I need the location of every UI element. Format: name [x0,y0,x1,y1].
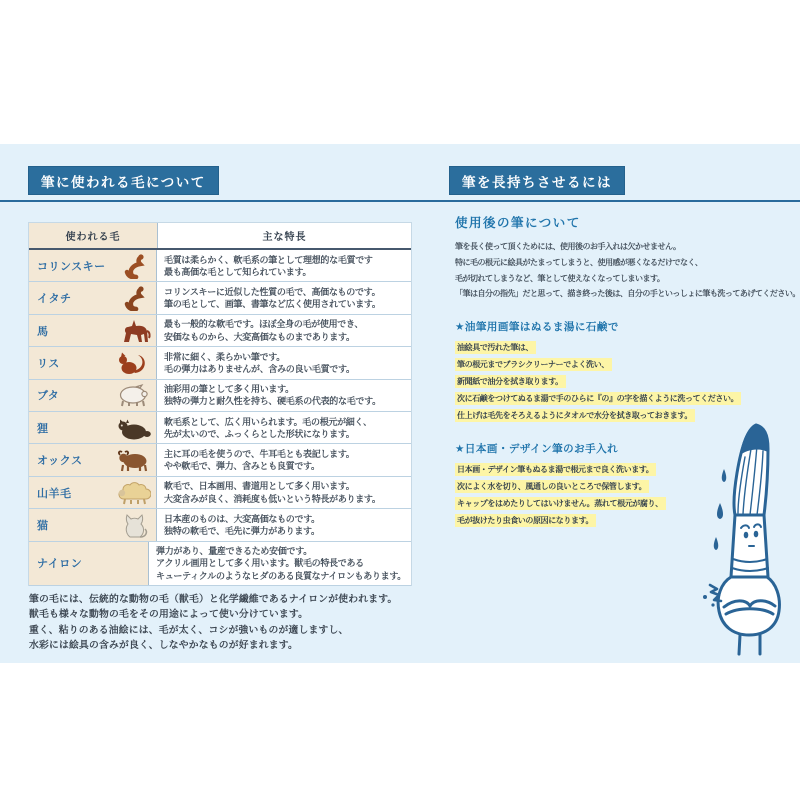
table-row [29,347,411,379]
table-row [29,444,411,476]
goat-icon [117,480,151,506]
hair-type-table [28,222,412,586]
cat-icon [121,512,151,538]
table-row [29,250,411,282]
hair-type-name: 猫 [37,519,49,532]
footnote-line: 水彩には絵具の含みが良く、しなやかなものが好まれます。 [29,640,298,652]
left-section-title [28,166,219,195]
hair-type-name: 馬 [37,325,49,338]
care-intro-line: 特に毛の根元に絵具がたまってしまうと、使用感が悪くなるだけでなく、 [455,257,703,267]
care-step-highlighted: 筆の根元までブラシクリーナーでよく洗い、 [455,358,612,371]
table-row [29,380,411,412]
hair-type-description: 先が太いので、ふっくらとした形状になります。 [164,428,355,439]
hair-type-description: 筆の毛として、画筆、書筆など広く使用されています。 [164,299,381,310]
care-step-highlighted: 油絵具で汚れた筆は、 [455,341,536,354]
pig-icon [117,382,151,408]
oil-brush-care-section [455,319,797,421]
footnote-line: 重く、粘りのある油絵には、毛が太く、コシが強いものが適しますし、 [29,624,349,636]
hair-type-description: アクリル画用として多く用います。獣毛の特長である [156,558,364,569]
care-intro-line: 「筆は自分の指先」だと思って、描き終った後は、自分の手といっしょに筆も洗ってあげてください。 [455,289,800,299]
hair-type-description: やや軟毛で、弾力、含みとも良質です。 [164,461,320,472]
care-step-highlighted: 次によく水を切り、風通しの良いところで保管します。 [455,480,649,493]
ox-icon [117,447,151,473]
hair-type-description: 日本産のものは、大変高価なものです。 [164,513,320,524]
table-header-row [29,223,411,250]
care-subheading: 使用後の筆について [455,216,581,230]
table-row [29,315,411,347]
care-section-heading: ★油筆用画筆はぬるま湯に石鹸で [455,321,619,334]
hair-type-description: 最も高価な毛として知られています。 [164,266,312,277]
hair-type-description: キューティクルのようなヒダのある良質なナイロンもあります。 [156,570,406,581]
care-step-highlighted: キャップをはめたりしてはいけません。蒸れて根元が腐り、 [455,497,666,510]
care-intro-line: 毛が切れてしまうなど、筆として使えなくなってしまいます。 [455,273,665,283]
dripping-brush-character-illustration [686,421,791,664]
hair-type-name: ブタ [37,390,60,403]
hair-type-name: イタチ [37,293,72,306]
hair-type-description: 独特の弾力と耐久性を持ち、硬毛系の代表的な毛です。 [164,396,381,407]
hair-type-name: 狸 [37,422,49,435]
header-divider-line [0,200,800,202]
raccoon-dog-icon [117,415,151,441]
hair-type-name: オックス [37,455,83,468]
table-row [29,509,411,541]
right-section-title-text: 筆を長持ちさせるには [462,174,612,190]
left-section-title-text: 筆に使われる毛について [41,174,206,190]
hair-type-description: 弾力があり、量産できるため安価です。 [156,546,312,557]
hair-type-name: コリンスキー [37,260,106,273]
hair-type-description: 主に耳の毛を使うので、牛耳毛とも表記します。 [164,448,355,459]
footnote-line: 獣毛も様々な動物の毛をその用途によって使い分けています。 [29,609,309,621]
horse-icon [119,318,151,344]
table-row [29,542,411,587]
care-step-highlighted: 毛が抜けたり虫食いの原因になります。 [455,514,596,527]
table-header-features: 主な特長 [262,232,307,243]
table-row [29,412,411,444]
hair-type-description: 軟毛で、日本画用、書道用として多く用います。 [164,481,355,492]
weasel-icon [119,285,151,311]
hair-type-description: 毛質は柔らかく、軟毛系の筆として理想的な毛質です [164,254,373,265]
hair-type-description: 油彩用の筆として多く用います。 [164,384,294,395]
hair-type-description: 非常に細く、柔らかい筆です。 [164,351,285,362]
hair-type-description: 安価なものから、大変高価なものまであります。 [164,331,355,342]
care-intro-line: 筆を長く使って頂くためには、使用後のお手入れは欠かせません。 [455,242,681,251]
table-row [29,477,411,509]
care-step-highlighted: 新聞紙で油分を拭き取ります。 [455,375,566,388]
hair-type-name: ナイロン [37,558,83,571]
squirrel-icon [117,350,151,376]
hair-type-description: 軟毛系として、広く用いられます。毛の根元が細く、 [164,416,372,427]
hair-type-description: 毛の弾力はありませんが、含みの良い毛質です。 [164,363,355,374]
hair-type-name: 山羊毛 [37,487,72,500]
hair-footnote [29,592,429,654]
care-step-highlighted: 次に石鹸をつけてぬるま湯で手のひらに『の』の字を描くように洗ってください。 [455,392,741,405]
care-intro [455,239,800,302]
care-step-highlighted: 仕上げは毛先をそろえるようにタオルで水分を拭き取っておきます。 [455,409,695,422]
kolinsky-weasel-icon [119,253,151,279]
footnote-line: 筆の毛には、伝統的な動物の毛（獣毛）と化学繊維であるナイロンが使われます。 [29,594,398,605]
table-header-hair: 使われる毛 [29,223,158,248]
hair-type-description: 最も一般的な軟毛です。ほぼ全身の毛が使用でき、 [164,319,364,330]
right-section-title [449,166,625,195]
table-row [29,282,411,314]
hair-type-description: 独特の軟毛で、毛先に弾力があります。 [164,525,320,536]
hair-type-description: コリンスキーに近似した性質の毛で、高価なものです。 [164,286,381,297]
care-section-heading: ★日本画・デザイン筆のお手入れ [455,443,619,456]
hair-type-name: リス [37,357,60,370]
hair-type-description: 大変含みが良く、消耗度も低いという特長があります。 [164,493,381,504]
care-step-highlighted: 日本画・デザイン筆もぬるま湯で根元まで良く洗います。 [455,463,656,476]
